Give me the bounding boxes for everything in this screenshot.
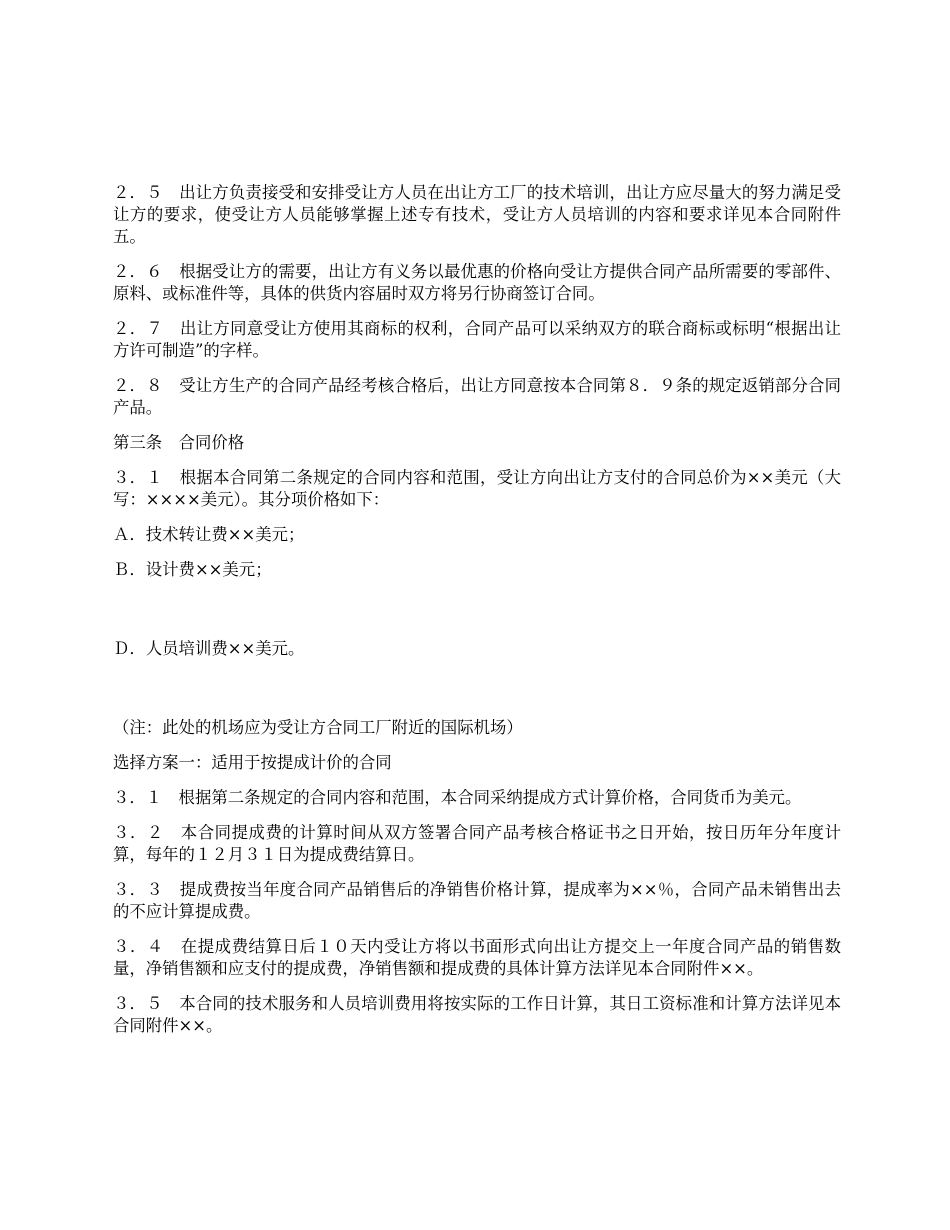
paragraph-2-8: ２．８ 受让方生产的合同产品经考核合格后，出让方同意按本合同第８．９条的规定返销部分合同产品。 [113,376,841,417]
paragraph-3-5: ３．５ 本合同的技术服务和人员培训费用将按实际的工作日计算，其日工资标准和计算方法详见本合同附件××。 [113,994,841,1035]
paragraph-2-7: ２．７ 出让方同意受让方使用其商标的权利，合同产品可以采纳双方的联合商标或标明“根据出让方许可制造”的字样。 [113,319,841,360]
option-one-heading: 选择方案一：适用于按提成计价的合同 [113,753,392,772]
paragraph-3-4: ３．４ 在提成费结算日后１０天内受让方将以书面形式向出让方提交上一年度合同产品的销售数量，净销售额和应支付的提成费，净销售额和提成费的具体计算方法详见本合同附件××。 [113,937,841,978]
paragraph-3-3: ３．３ 提成费按当年度合同产品销售后的净销售价格计算，提成率为××％，合同产品未销售出去的不应计算提成费。 [113,880,841,921]
document-body [113,182,841,1037]
item-d: Ｄ．人员培训费××美元。 [113,639,305,658]
paragraph-3-1-total: ３．１ 根据本合同第二条规定的合同内容和范围，受让方向出让方支付的合同总价为××美元（大写：××××美元）。其分项价格如下： [113,468,841,509]
article-3-heading: 第三条 合同价格 [113,433,245,452]
item-b: Ｂ．设计费××美元； [113,560,272,579]
paragraph-2-6: ２．６ 根据受让方的需要，出让方有义务以最优惠的价格向受让方提供合同产品所需要的零部件、原料、或标准件等，具体的供货内容届时双方将另行协商签订合同。 [113,262,841,303]
note: （注：此处的机场应为受让方合同工厂附近的国际机场） [113,718,523,737]
paragraph-3-2: ３．２ 本合同提成费的计算时间从双方签署合同产品考核合格证书之日开始，按日历年分年度计算，每年的１２月３１日为提成费结算日。 [113,823,841,864]
item-a: Ａ．技术转让费××美元； [113,525,305,544]
paragraph-2-5: ２．５ 出让方负责接受和安排受让方人员在出让方工厂的技术培训，出让方应尽量大的努力满足受让方的要求，使受让方人员能够掌握上述专有技术，受让方人员培训的内容和要求详见本合同附件五。 [113,183,841,246]
paragraph-3-1-royalty: ３．１ 根据第二条规定的合同内容和范围，本合同采纳提成方式计算价格，合同货币为美元。 [113,788,802,807]
